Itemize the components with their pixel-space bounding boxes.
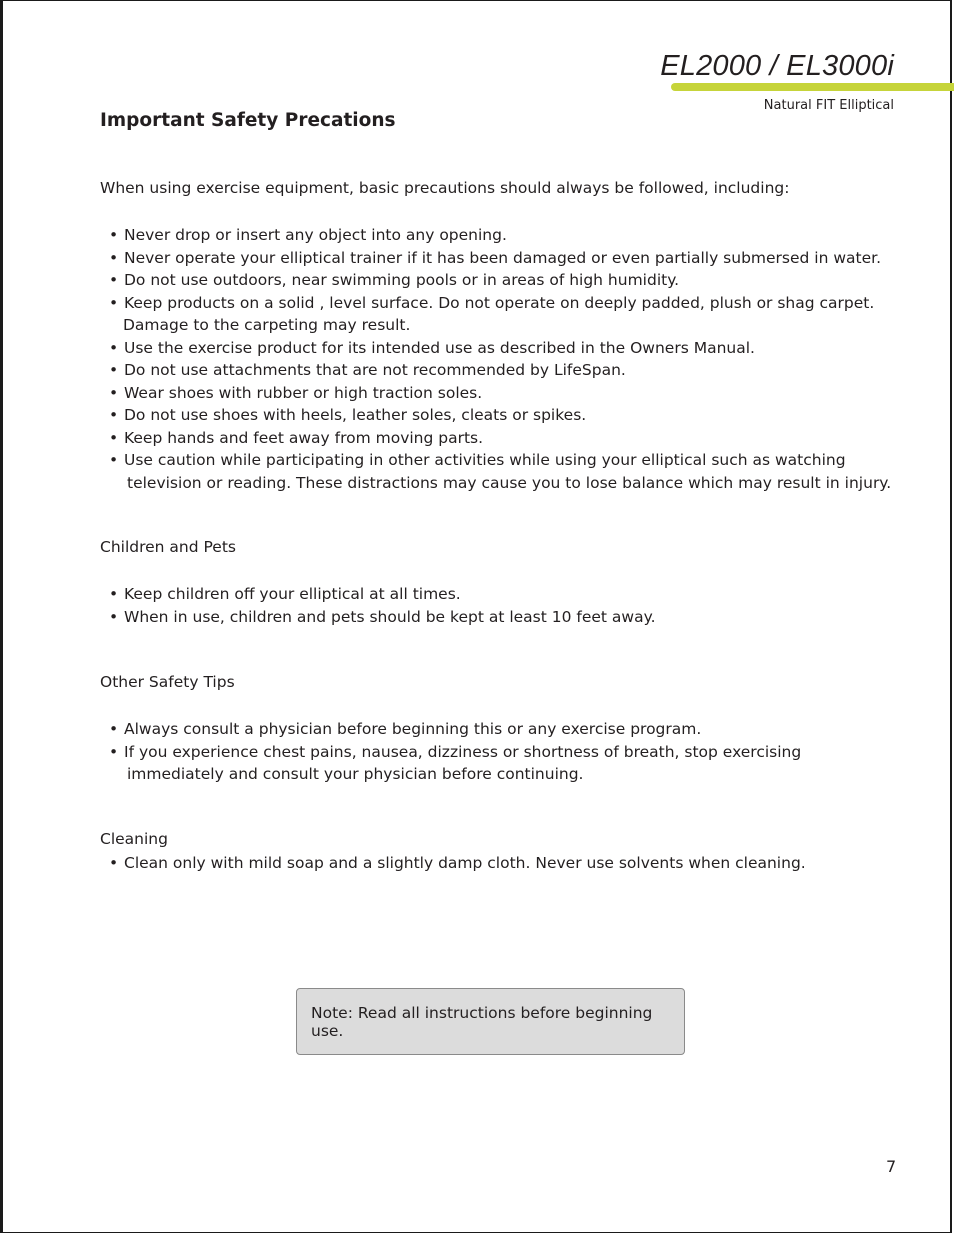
bullet-icon: • (109, 854, 119, 872)
product-subtitle: Natural FIT Elliptical (763, 98, 894, 113)
bullet-icon: • (109, 451, 119, 469)
intro-text: When using exercise equipment, basic precautions should always be followed, including: (100, 179, 790, 197)
other-tips-list (109, 718, 801, 786)
bullet-icon: • (109, 742, 119, 761)
list-item: • Use caution while participating in other activities while using your elliptical such as watching (109, 449, 891, 472)
list-item: • When in use, children and pets should be kept at least 10 feet away. (109, 606, 656, 629)
list-item: • Use the exercise product for its intended use as described in the Owners Manual. (109, 337, 891, 360)
list-item-continuation: Damage to the carpeting may result. (123, 316, 411, 334)
bullet-icon: • (109, 607, 119, 626)
bullet-icon: • (109, 406, 119, 424)
model-title: EL2000 / EL3000i (660, 50, 894, 82)
list-item: • Do not use outdoors, near swimming pools or in areas of high humidity. (109, 269, 891, 292)
list-item: • Clean only with mild soap and a slightly damp cloth. Never use solvents when cleaning. (109, 852, 806, 875)
page-number: 7 (886, 1157, 897, 1176)
note-box (296, 988, 685, 1055)
general-precautions-list (109, 224, 891, 494)
note-text: Note: Read all instructions before beginning use. (311, 1003, 653, 1040)
list-item: • Do not use shoes with heels, leather soles, cleats or spikes. (109, 404, 891, 427)
bullet-icon: • (109, 293, 119, 312)
section-title-cleaning: Cleaning (100, 830, 168, 848)
section-title-other: Other Safety Tips (100, 673, 235, 691)
list-item-continuation: television or reading. These distractions may cause you to lose balance which may result in injury. (127, 473, 892, 492)
list-item: • Keep products on a solid , level surface. Do not operate on deeply padded, plush or shag carpet. (109, 292, 891, 315)
bullet-icon: • (109, 383, 119, 402)
list-item: • Keep hands and feet away from moving parts. (109, 427, 891, 450)
bullet-icon: • (109, 720, 119, 738)
list-item: • Keep children off your elliptical at all times. (109, 583, 656, 606)
header-accent-bar (671, 83, 954, 91)
bullet-icon: • (109, 338, 119, 357)
list-item: • Never operate your elliptical trainer if it has been damaged or even partially submersed in water. (109, 247, 891, 270)
list-item: • If you experience chest pains, nausea, dizziness or shortness of breath, stop exercising (109, 741, 801, 764)
page-title: Important Safety Precations (100, 110, 396, 131)
bullet-icon: • (109, 271, 119, 289)
bullet-icon: • (109, 361, 119, 379)
bullet-icon: • (109, 226, 119, 244)
bullet-icon: • (109, 428, 119, 447)
children-list (109, 583, 656, 628)
list-item: • Always consult a physician before beginning this or any exercise program. (109, 718, 801, 741)
section-title-children: Children and Pets (100, 538, 236, 556)
list-item: • Never drop or insert any object into any opening. (109, 224, 891, 247)
list-item: • Do not use attachments that are not recommended by LifeSpan. (109, 359, 891, 382)
list-item: • Wear shoes with rubber or high traction soles. (109, 382, 891, 405)
list-item-continuation: immediately and consult your physician before continuing. (127, 765, 584, 783)
cleaning-list (109, 852, 806, 875)
bullet-icon: • (109, 585, 119, 603)
bullet-icon: • (109, 248, 119, 267)
